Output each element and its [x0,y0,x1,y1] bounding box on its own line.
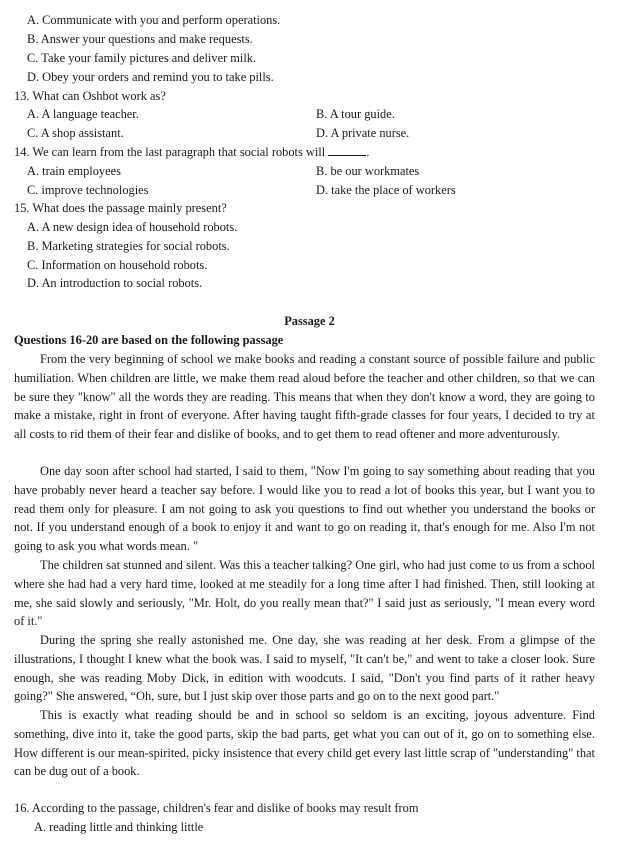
q13-option-c: C. A shop assistant. [27,126,124,140]
q15-option-a: A. A new design idea of household robots. [27,220,238,234]
q12-option-d: D. Obey your orders and remind you to take pills. [27,70,274,84]
questions-header: Questions 16-20 are based on the following passage [14,333,284,347]
q15-stem: 15. What does the passage mainly present? [14,201,227,215]
q14-option-d: D. take the place of workers [316,183,456,197]
passage-paragraph-1: From the very beginning of school we make books and reading a constant source of possible failure and public humiliation. When children are little, we make them read aloud before the teacher and other children, so that we can be sure they "know" all the words they are reading. This means that when they don't know a word, they are going to make a mistake, right in front of everyone. After having taught fifth-grade classes for four years, I decided to try at all costs to rid them of their fear and dislike of books, and to get them to read oftener and more adventurously. [14,352,595,442]
q16-stem: 16. According to the passage, children's fear and dislike of books may result from [14,801,419,815]
q14-option-a: A. train employees [27,164,121,178]
q15-option-b: B. Marketing strategies for social robots. [27,239,230,253]
q14-stem-end: . [366,145,370,159]
q12-option-c: C. Take your family pictures and deliver milk. [27,51,257,65]
q15-option-d: D. An introduction to social robots. [27,276,203,290]
passage-paragraph-5: This is exactly what reading should be and in school so seldom is an exciting, joyous adventure. Find something, dive into it, take the good parts, skip the bad parts, get what you can out of it, go on to something else. How different is our mean-spirited, picky insistence that every child get every last little scrap of "understanding" that can be dug out of a book. [14,708,595,779]
passage-title: Passage 2 [284,314,335,328]
q14-option-b: B. be our workmates [316,164,420,178]
q12-option-a: A. Communicate with you and perform operations. [27,13,281,27]
q13-option-a: A. A language teacher. [27,107,139,121]
q14-stem-line [14,145,369,160]
q15-option-c: C. Information on household robots. [27,258,208,272]
q13-option-b: B. A tour guide. [316,107,395,121]
passage-paragraph-2: One day soon after school had started, I said to them, "Now I'm going to say something about reading that you have probably never heard a teacher say before. I would like you to read a lot of books this year, but I want you to read them only for pleasure. I am not going to ask you questions to find out whether you understand the books or not. If you understand enough of a book to enjoy it and want to go on reading it, that's enough for me. Also I'm not going to ask you what words mean. " [14,464,595,554]
q13-option-d: D. A private nurse. [316,126,410,140]
q16-option-a: A. reading little and thinking little [34,820,204,834]
q14-stem: 14. We can learn from the last paragraph that social robots will [14,145,326,159]
q14-option-c: C. improve technologies [27,183,149,197]
passage-paragraph-3: The children sat stunned and silent. Was this a teacher talking? One girl, who had just come to us from a school where she had had a very hard time, looked at me steadily for a long time after I had finished. Then, still looking at me, she said slowly and seriously, "Mr. Holt, do you really mean that?" I said just as seriously, "I mean every word of it." [14,558,595,629]
q13-stem: 13. What can Oshbot work as? [14,89,166,103]
answer-blank [328,145,366,156]
passage-paragraph-4: During the spring she really astonished me. One day, she was reading at her desk. From a glimpse of the illustrations, I thought I knew what the book was. I said to myself, "It can't be," and went to take a closer look. Sure enough, she was reading Moby Dick, in edition with woodcuts. I said, "Don't you find parts of it rather heavy going?" She answered, “Oh, sure, but I just skip over those parts and go on to the next good part." [14,633,595,704]
q12-option-b: B. Answer your questions and make requests. [27,32,253,46]
